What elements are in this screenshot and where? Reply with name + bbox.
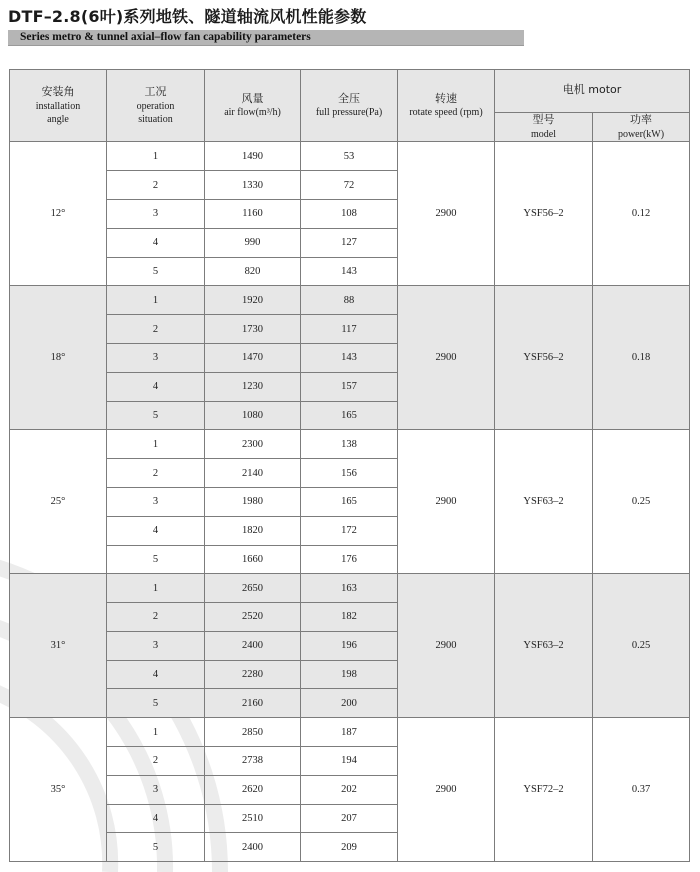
table-row — [10, 286, 690, 315]
full-pressure-cell: 127 — [301, 228, 398, 257]
page-subtitle: Series metro & tunnel axial–flow fan capability parameters — [20, 31, 311, 43]
header-model-zh: 型号 — [532, 113, 555, 126]
full-pressure-cell: 165 — [301, 401, 398, 430]
operation-cell: 2 — [107, 315, 205, 344]
air-flow-cell: 990 — [205, 228, 301, 257]
operation-cell: 5 — [107, 257, 205, 286]
motor-model-cell: YSF72–2 — [495, 718, 593, 862]
operation-cell: 1 — [107, 574, 205, 603]
motor-power-cell: 0.37 — [593, 718, 690, 862]
operation-cell: 4 — [107, 516, 205, 545]
full-pressure-cell: 209 — [301, 833, 398, 862]
air-flow-cell: 1330 — [205, 171, 301, 200]
full-pressure-cell: 163 — [301, 574, 398, 603]
motor-model-cell: YSF56–2 — [495, 286, 593, 430]
full-pressure-cell: 194 — [301, 747, 398, 776]
full-pressure-cell: 88 — [301, 286, 398, 315]
operation-cell: 4 — [107, 372, 205, 401]
air-flow-cell: 1230 — [205, 372, 301, 401]
operation-cell: 2 — [107, 171, 205, 200]
motor-power-cell: 0.25 — [593, 574, 690, 718]
header-airflow-en: air flow(m³/h) — [224, 107, 281, 119]
rotate-speed-cell: 2900 — [398, 430, 495, 574]
operation-cell: 1 — [107, 718, 205, 747]
header-speed-zh: 转速 — [435, 91, 457, 105]
header-installation-angle — [10, 70, 107, 142]
full-pressure-cell: 143 — [301, 257, 398, 286]
table-row — [10, 718, 690, 747]
air-flow-cell: 1490 — [205, 142, 301, 171]
air-flow-cell: 2280 — [205, 660, 301, 689]
header-airflow-zh: 风量 — [241, 91, 264, 105]
angle-group — [10, 286, 690, 430]
operation-cell: 1 — [107, 286, 205, 315]
air-flow-cell: 1660 — [205, 545, 301, 574]
full-pressure-cell: 117 — [301, 315, 398, 344]
full-pressure-cell: 198 — [301, 660, 398, 689]
air-flow-cell: 1980 — [205, 487, 301, 516]
header-power-zh: 功率 — [630, 113, 652, 126]
air-flow-cell: 1920 — [205, 286, 301, 315]
operation-cell: 5 — [107, 833, 205, 862]
header-condition-en1: operation — [136, 100, 175, 112]
header-condition-zh: 工况 — [144, 84, 167, 98]
header-speed-en: rotate speed (rpm) — [409, 107, 483, 119]
operation-cell: 1 — [107, 142, 205, 171]
motor-power-cell: 0.18 — [593, 286, 690, 430]
operation-cell: 2 — [107, 603, 205, 632]
air-flow-cell: 1730 — [205, 315, 301, 344]
air-flow-cell: 2650 — [205, 574, 301, 603]
header-full-pressure — [301, 70, 398, 142]
air-flow-cell: 2620 — [205, 775, 301, 804]
operation-cell: 5 — [107, 401, 205, 430]
subtitle-banner — [8, 30, 524, 46]
full-pressure-cell: 138 — [301, 430, 398, 459]
table-row — [10, 142, 690, 171]
full-pressure-cell: 53 — [301, 142, 398, 171]
installation-angle-cell: 31° — [10, 574, 107, 718]
header-model — [495, 113, 593, 142]
motor-power-cell: 0.25 — [593, 430, 690, 574]
installation-angle-cell: 35° — [10, 718, 107, 862]
full-pressure-cell: 143 — [301, 343, 398, 372]
operation-cell: 2 — [107, 747, 205, 776]
air-flow-cell: 1820 — [205, 516, 301, 545]
air-flow-cell: 820 — [205, 257, 301, 286]
installation-angle-cell: 18° — [10, 286, 107, 430]
motor-power-cell: 0.12 — [593, 142, 690, 286]
angle-group — [10, 430, 690, 574]
operation-cell: 3 — [107, 775, 205, 804]
air-flow-cell: 1080 — [205, 401, 301, 430]
header-pressure-en: full pressure(Pa) — [315, 107, 383, 119]
air-flow-cell: 2140 — [205, 459, 301, 488]
header-operation-situation — [107, 70, 205, 142]
header-air-flow — [205, 70, 301, 142]
operation-cell: 4 — [107, 804, 205, 833]
rotate-speed-cell: 2900 — [398, 142, 495, 286]
air-flow-cell: 2400 — [205, 833, 301, 862]
operation-cell: 5 — [107, 689, 205, 718]
air-flow-cell: 1160 — [205, 199, 301, 228]
header-motor-label: 电机 motor — [562, 83, 622, 97]
table-row — [10, 574, 690, 603]
operation-cell: 4 — [107, 660, 205, 689]
rotate-speed-cell: 2900 — [398, 286, 495, 430]
full-pressure-cell: 156 — [301, 459, 398, 488]
angle-group — [10, 718, 690, 862]
operation-cell: 3 — [107, 199, 205, 228]
full-pressure-cell: 72 — [301, 171, 398, 200]
operation-cell: 3 — [107, 487, 205, 516]
full-pressure-cell: 207 — [301, 804, 398, 833]
rotate-speed-cell: 2900 — [398, 718, 495, 862]
full-pressure-cell: 157 — [301, 372, 398, 401]
air-flow-cell: 1470 — [205, 343, 301, 372]
header-motor — [495, 70, 690, 113]
page-title: DTF–2.8(6叶)系列地铁、隧道轴流风机性能参数 — [8, 7, 367, 26]
operation-cell: 3 — [107, 631, 205, 660]
full-pressure-cell: 202 — [301, 775, 398, 804]
motor-model-cell: YSF63–2 — [495, 430, 593, 574]
header-pressure-zh: 全压 — [338, 91, 360, 105]
table-row — [10, 430, 690, 459]
full-pressure-cell: 165 — [301, 487, 398, 516]
air-flow-cell: 2160 — [205, 689, 301, 718]
header-power-en: power(kW) — [617, 128, 665, 140]
full-pressure-cell: 200 — [301, 689, 398, 718]
full-pressure-cell: 196 — [301, 631, 398, 660]
air-flow-cell: 2738 — [205, 747, 301, 776]
full-pressure-cell: 108 — [301, 199, 398, 228]
installation-angle-cell: 25° — [10, 430, 107, 574]
operation-cell: 1 — [107, 430, 205, 459]
header-condition-en2: situation — [138, 114, 173, 126]
full-pressure-cell: 187 — [301, 718, 398, 747]
operation-cell: 3 — [107, 343, 205, 372]
angle-group — [10, 574, 690, 718]
header-rotate-speed — [398, 70, 495, 142]
installation-angle-cell: 12° — [10, 142, 107, 286]
full-pressure-cell: 182 — [301, 603, 398, 632]
motor-model-cell: YSF63–2 — [495, 574, 593, 718]
header-angle-en1: installation — [35, 100, 81, 112]
operation-cell: 4 — [107, 228, 205, 257]
header-angle-zh: 安装角 — [41, 84, 75, 98]
angle-group — [10, 142, 690, 286]
header-angle-en2: angle — [47, 114, 69, 126]
operation-cell: 2 — [107, 459, 205, 488]
air-flow-cell: 2850 — [205, 718, 301, 747]
header-model-en: model — [531, 128, 556, 140]
full-pressure-cell: 172 — [301, 516, 398, 545]
air-flow-cell: 2510 — [205, 804, 301, 833]
header-power — [593, 113, 690, 142]
rotate-speed-cell: 2900 — [398, 574, 495, 718]
air-flow-cell: 2400 — [205, 631, 301, 660]
motor-model-cell: YSF56–2 — [495, 142, 593, 286]
fan-performance-table — [9, 69, 690, 862]
air-flow-cell: 2300 — [205, 430, 301, 459]
air-flow-cell: 2520 — [205, 603, 301, 632]
operation-cell: 5 — [107, 545, 205, 574]
full-pressure-cell: 176 — [301, 545, 398, 574]
